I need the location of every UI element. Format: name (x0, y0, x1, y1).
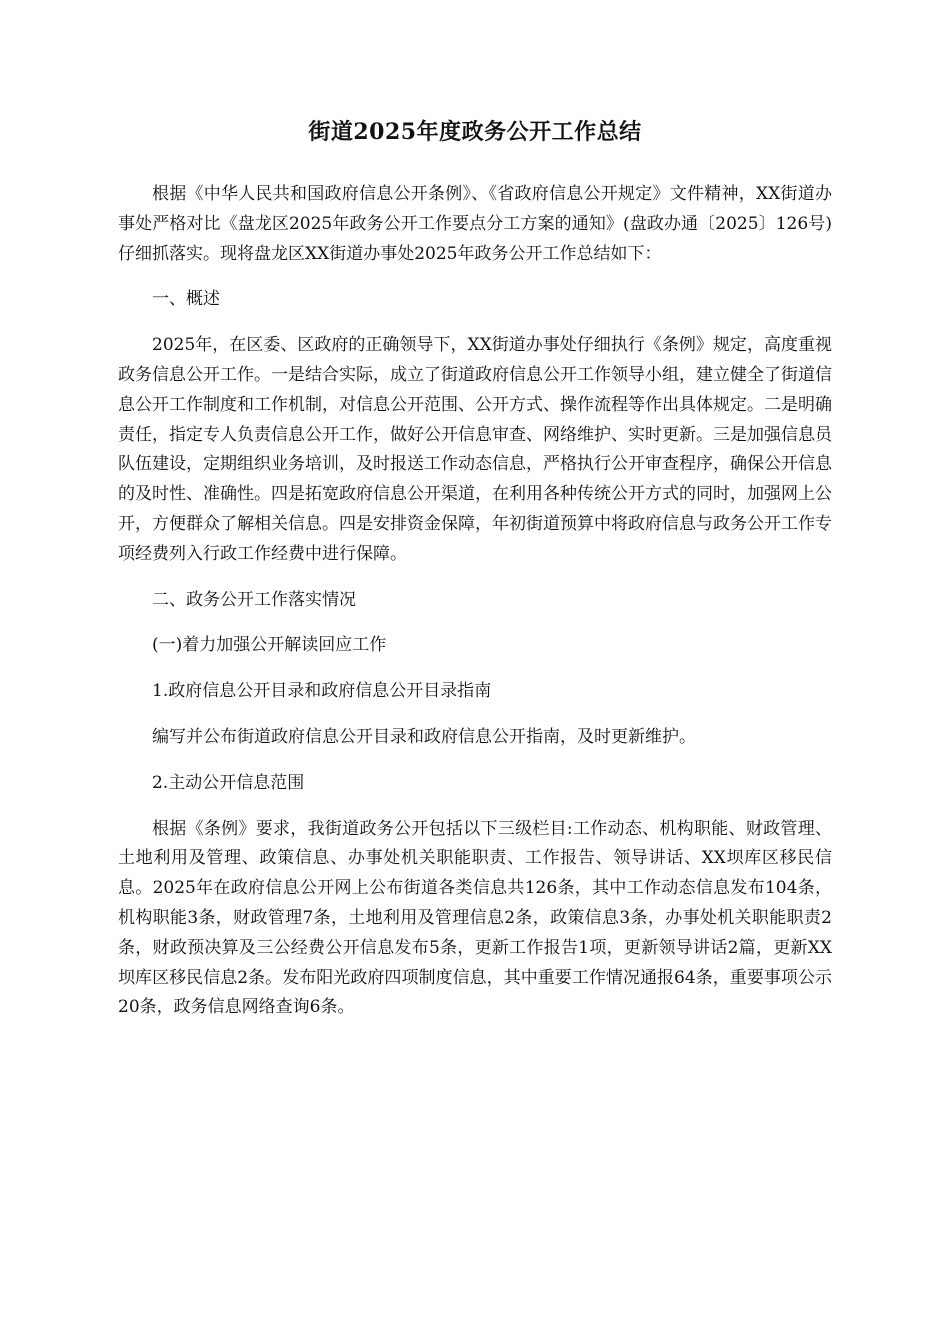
subsection-heading-disclosure: (一)着力加强公开解读回应工作 (152, 635, 387, 656)
item-heading-scope: 2.主动公开信息范围 (152, 772, 305, 793)
overview-paragraph: 2025年，在区委、区政府的正确领导下，XX街道办事处仔细执行《条例》规定，高度重视政务信息公开工作。一是结合实际，成立了街道政府信息公开工作领导小组，建立健全了街道信息公开工作制度和工作机制，对信息公开范围、公开方式、操作流程等作出具体规定。二是明确责任，指定专人负责信息公开工作，做好公开信息审查、网络维护、实时更新。三是加强信息员队伍建设，定期组织业务培训，及时报送工作动态信息，严格执行公开审查程序，确保公开信息的及时性、准确性。四是拓宽政府信息公开渠道，在利用各种传统公开方式的同时，加强网上公开，方便群众了解相关信息。四是安排资金保障，年初街道预算中将政府信息与政务公开工作专项经费列入行政工作经费中进行保障。 (118, 335, 832, 564)
item-heading-catalog: 1.政府信息公开目录和政府信息公开目录指南 (152, 681, 492, 702)
section-heading-implementation: 二、政务公开工作落实情况 (152, 589, 356, 610)
document-title: 街道2025年度政务公开工作总结 (308, 119, 642, 145)
scope-paragraph: 根据《条例》要求，我街道政务公开包括以下三级栏目:工作动态、机构职能、财政管理、土地利用及管理、政策信息、办事处机关职能职责、工作报告、领导讲话、XX坝库区移民信息。2025年在政府信息公开网上公布街道各类信息共126条，其中工作动态信息发布104条，机构职能3条，财政管理7条，土地利用及管理信息2条，政策信息3条，办事处机关职能职责2条，财政预决算及三公经费公开信息发布5条，更新工作报告1项，更新领导讲话2篇，更新XX坝库区移民信息2条。发布阳光政府四项制度信息，其中重要工作情况通报64条，重要事项公示20条，政务信息网络查询6条。 (118, 818, 832, 1018)
section-heading-overview: 一、概述 (152, 289, 220, 310)
catalog-paragraph: 编写并公布街道政府信息公开目录和政府信息公开指南，及时更新维护。 (152, 726, 696, 747)
intro-paragraph: 根据《中华人民共和国政府信息公开条例》、《省政府信息公开规定》文件精神，XX街道办事处严格对比《盘龙区2025年政务公开工作要点分工方案的通知》(盘政办通〔2025〕126号)仔细抓落实。现将盘龙区XX街道办事处2025年政务公开工作总结如下： (118, 184, 832, 264)
